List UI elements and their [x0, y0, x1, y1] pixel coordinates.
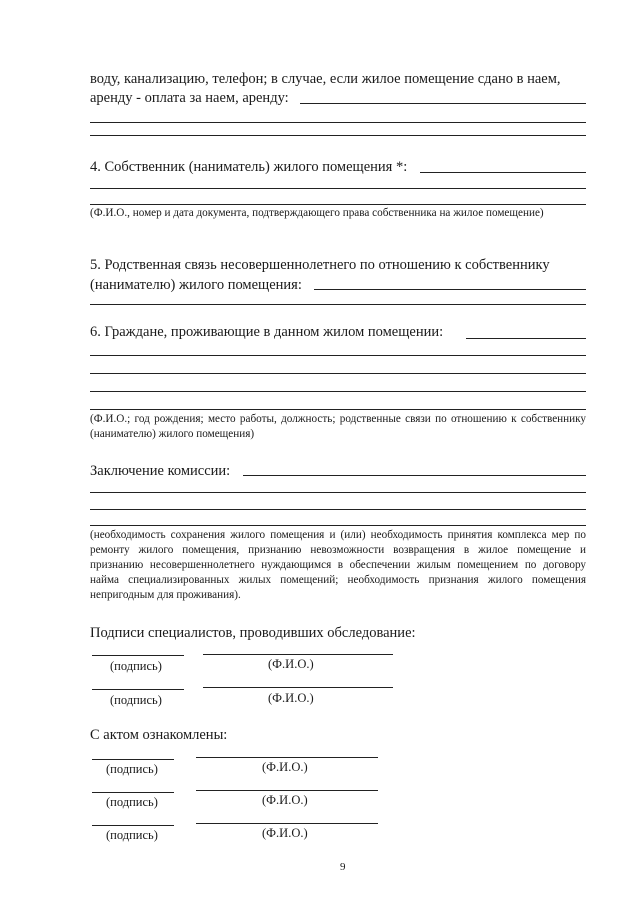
rent-fill-line[interactable]	[300, 103, 586, 104]
name-caption: (Ф.И.О.)	[262, 826, 308, 840]
page-number: 9	[340, 861, 346, 873]
conclusion-label: Заключение комиссии:	[90, 463, 231, 479]
conclusion-hint: (необходимость сохранения жилого помещения и (или) необходимость принятия комплекса мер по ремонту жилого помещения, признанию невозможности возвращения в жилое помещение и признанию несовершеннолетнего нуждающимся в обеспечении жилым помещением по договору найма специализированных жилых помещений; необходимость признания жилого помещения непригодным для проживания).	[90, 529, 586, 601]
relation-fill-line[interactable]	[314, 289, 586, 290]
relation-line-1: 5. Родственная связь несовершеннолетнего по отношению к собственнику	[90, 257, 550, 273]
residents-fill-line[interactable]	[90, 373, 586, 374]
residents-fill-line[interactable]	[90, 391, 586, 392]
conclusion-fill-line[interactable]	[243, 475, 586, 476]
acquainted-title: С актом ознакомлены:	[90, 727, 228, 743]
specialist-name-line[interactable]	[203, 687, 393, 688]
rent-fill-line[interactable]	[90, 135, 586, 136]
residents-hint: (Ф.И.О.; год рождения; место работы, должность; родственные связи по отношению к собственнику (нанимателю) жилого помещения)	[90, 413, 586, 440]
conclusion-fill-line[interactable]	[90, 509, 586, 510]
acquainted-name-line[interactable]	[196, 757, 378, 758]
signature-caption: (подпись)	[106, 828, 158, 842]
residents-fill-line[interactable]	[466, 338, 586, 339]
name-caption: (Ф.И.О.)	[268, 691, 314, 705]
acquainted-signature-line[interactable]	[92, 759, 174, 760]
conclusion-fill-line[interactable]	[90, 492, 586, 493]
name-caption: (Ф.И.О.)	[262, 760, 308, 774]
residents-label: 6. Граждане, проживающие в данном жилом помещении:	[90, 324, 444, 340]
specialist-signature-line[interactable]	[92, 655, 184, 656]
signature-caption: (подпись)	[110, 693, 162, 707]
signature-caption: (подпись)	[110, 659, 162, 673]
owner-label: 4. Собственник (наниматель) жилого помещения *:	[90, 159, 408, 175]
acquainted-name-line[interactable]	[196, 790, 378, 791]
name-caption: (Ф.И.О.)	[262, 793, 308, 807]
intro-line-1: воду, канализацию, телефон; в случае, если жилое помещение сдано в наем,	[90, 71, 561, 87]
owner-hint: (Ф.И.О., номер и дата документа, подтверждающего права собственника на жилое помещение)	[90, 207, 544, 219]
signatures-title: Подписи специалистов, проводивших обследование:	[90, 625, 416, 641]
relation-fill-line[interactable]	[90, 304, 586, 305]
relation-line-2: (нанимателю) жилого помещения:	[90, 277, 302, 293]
residents-fill-line[interactable]	[90, 409, 586, 410]
name-caption: (Ф.И.О.)	[268, 657, 314, 671]
signature-caption: (подпись)	[106, 762, 158, 776]
owner-fill-line[interactable]	[90, 204, 586, 205]
acquainted-signature-line[interactable]	[92, 792, 174, 793]
intro-line-2: аренду - оплата за наем, аренду:	[90, 90, 289, 106]
conclusion-fill-line[interactable]	[90, 525, 586, 526]
residents-fill-line[interactable]	[90, 355, 586, 356]
acquainted-signature-line[interactable]	[92, 825, 174, 826]
specialist-signature-line[interactable]	[92, 689, 184, 690]
specialist-name-line[interactable]	[203, 654, 393, 655]
owner-fill-line[interactable]	[420, 172, 586, 173]
signature-caption: (подпись)	[106, 795, 158, 809]
owner-fill-line[interactable]	[90, 188, 586, 189]
acquainted-name-line[interactable]	[196, 823, 378, 824]
rent-fill-line[interactable]	[90, 122, 586, 123]
